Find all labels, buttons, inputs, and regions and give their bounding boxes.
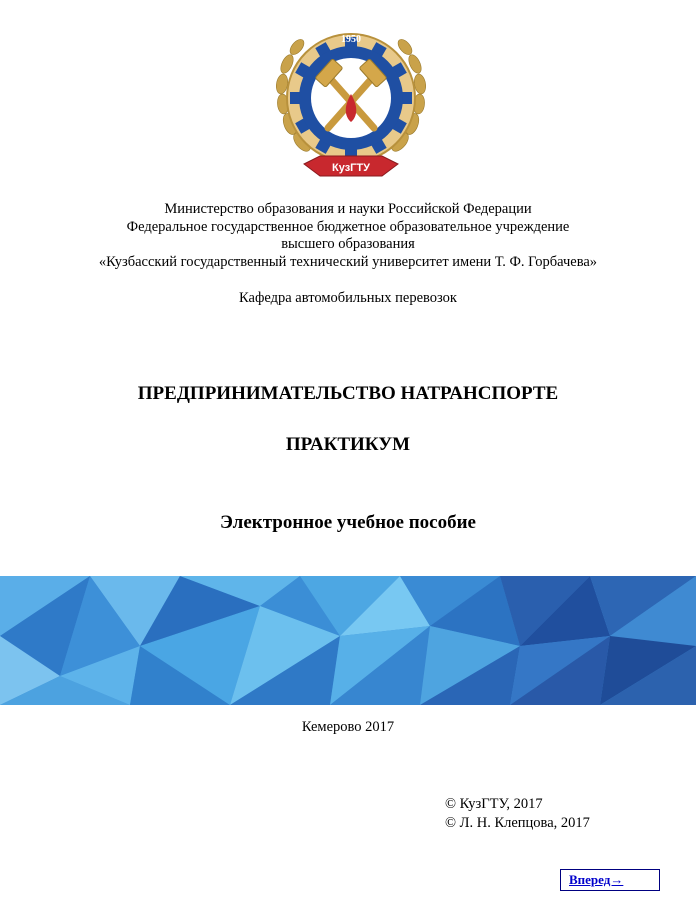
edition-type: Электронное учебное пособие — [220, 512, 476, 533]
decorative-banner — [0, 576, 696, 705]
copyright-block — [445, 795, 590, 833]
department-name: Кафедра автомобильных перевозок — [239, 290, 457, 306]
university-name-line: «Кузбасский государственный технический университет имени Т. Ф. Горбачева» — [98, 253, 598, 270]
university-logo — [270, 6, 432, 192]
ministry-line: Министерство образования и науки Российской Федерации — [164, 201, 532, 217]
education-level-line: высшего образования — [281, 236, 415, 252]
organization-header — [0, 201, 696, 271]
copyright-author: © Л. Н. Клепцова, 2017 — [445, 815, 590, 831]
document-subtitle: ПРАКТИКУМ — [285, 434, 411, 455]
city-year: Кемерово 2017 — [301, 719, 395, 735]
next-page-button[interactable]: Вперед→ — [560, 869, 660, 891]
logo-ribbon-text: КузГТУ — [332, 162, 370, 174]
institution-type-line: Федеральное государственное бюджетное образовательное учреждение — [126, 218, 570, 235]
logo-year: 1950 — [341, 34, 361, 45]
document-title: ПРЕДПРИНИМАТЕЛЬСТВО НАТРАНСПОРТЕ — [137, 383, 559, 404]
copyright-university: © КузГТУ, 2017 — [445, 796, 543, 812]
